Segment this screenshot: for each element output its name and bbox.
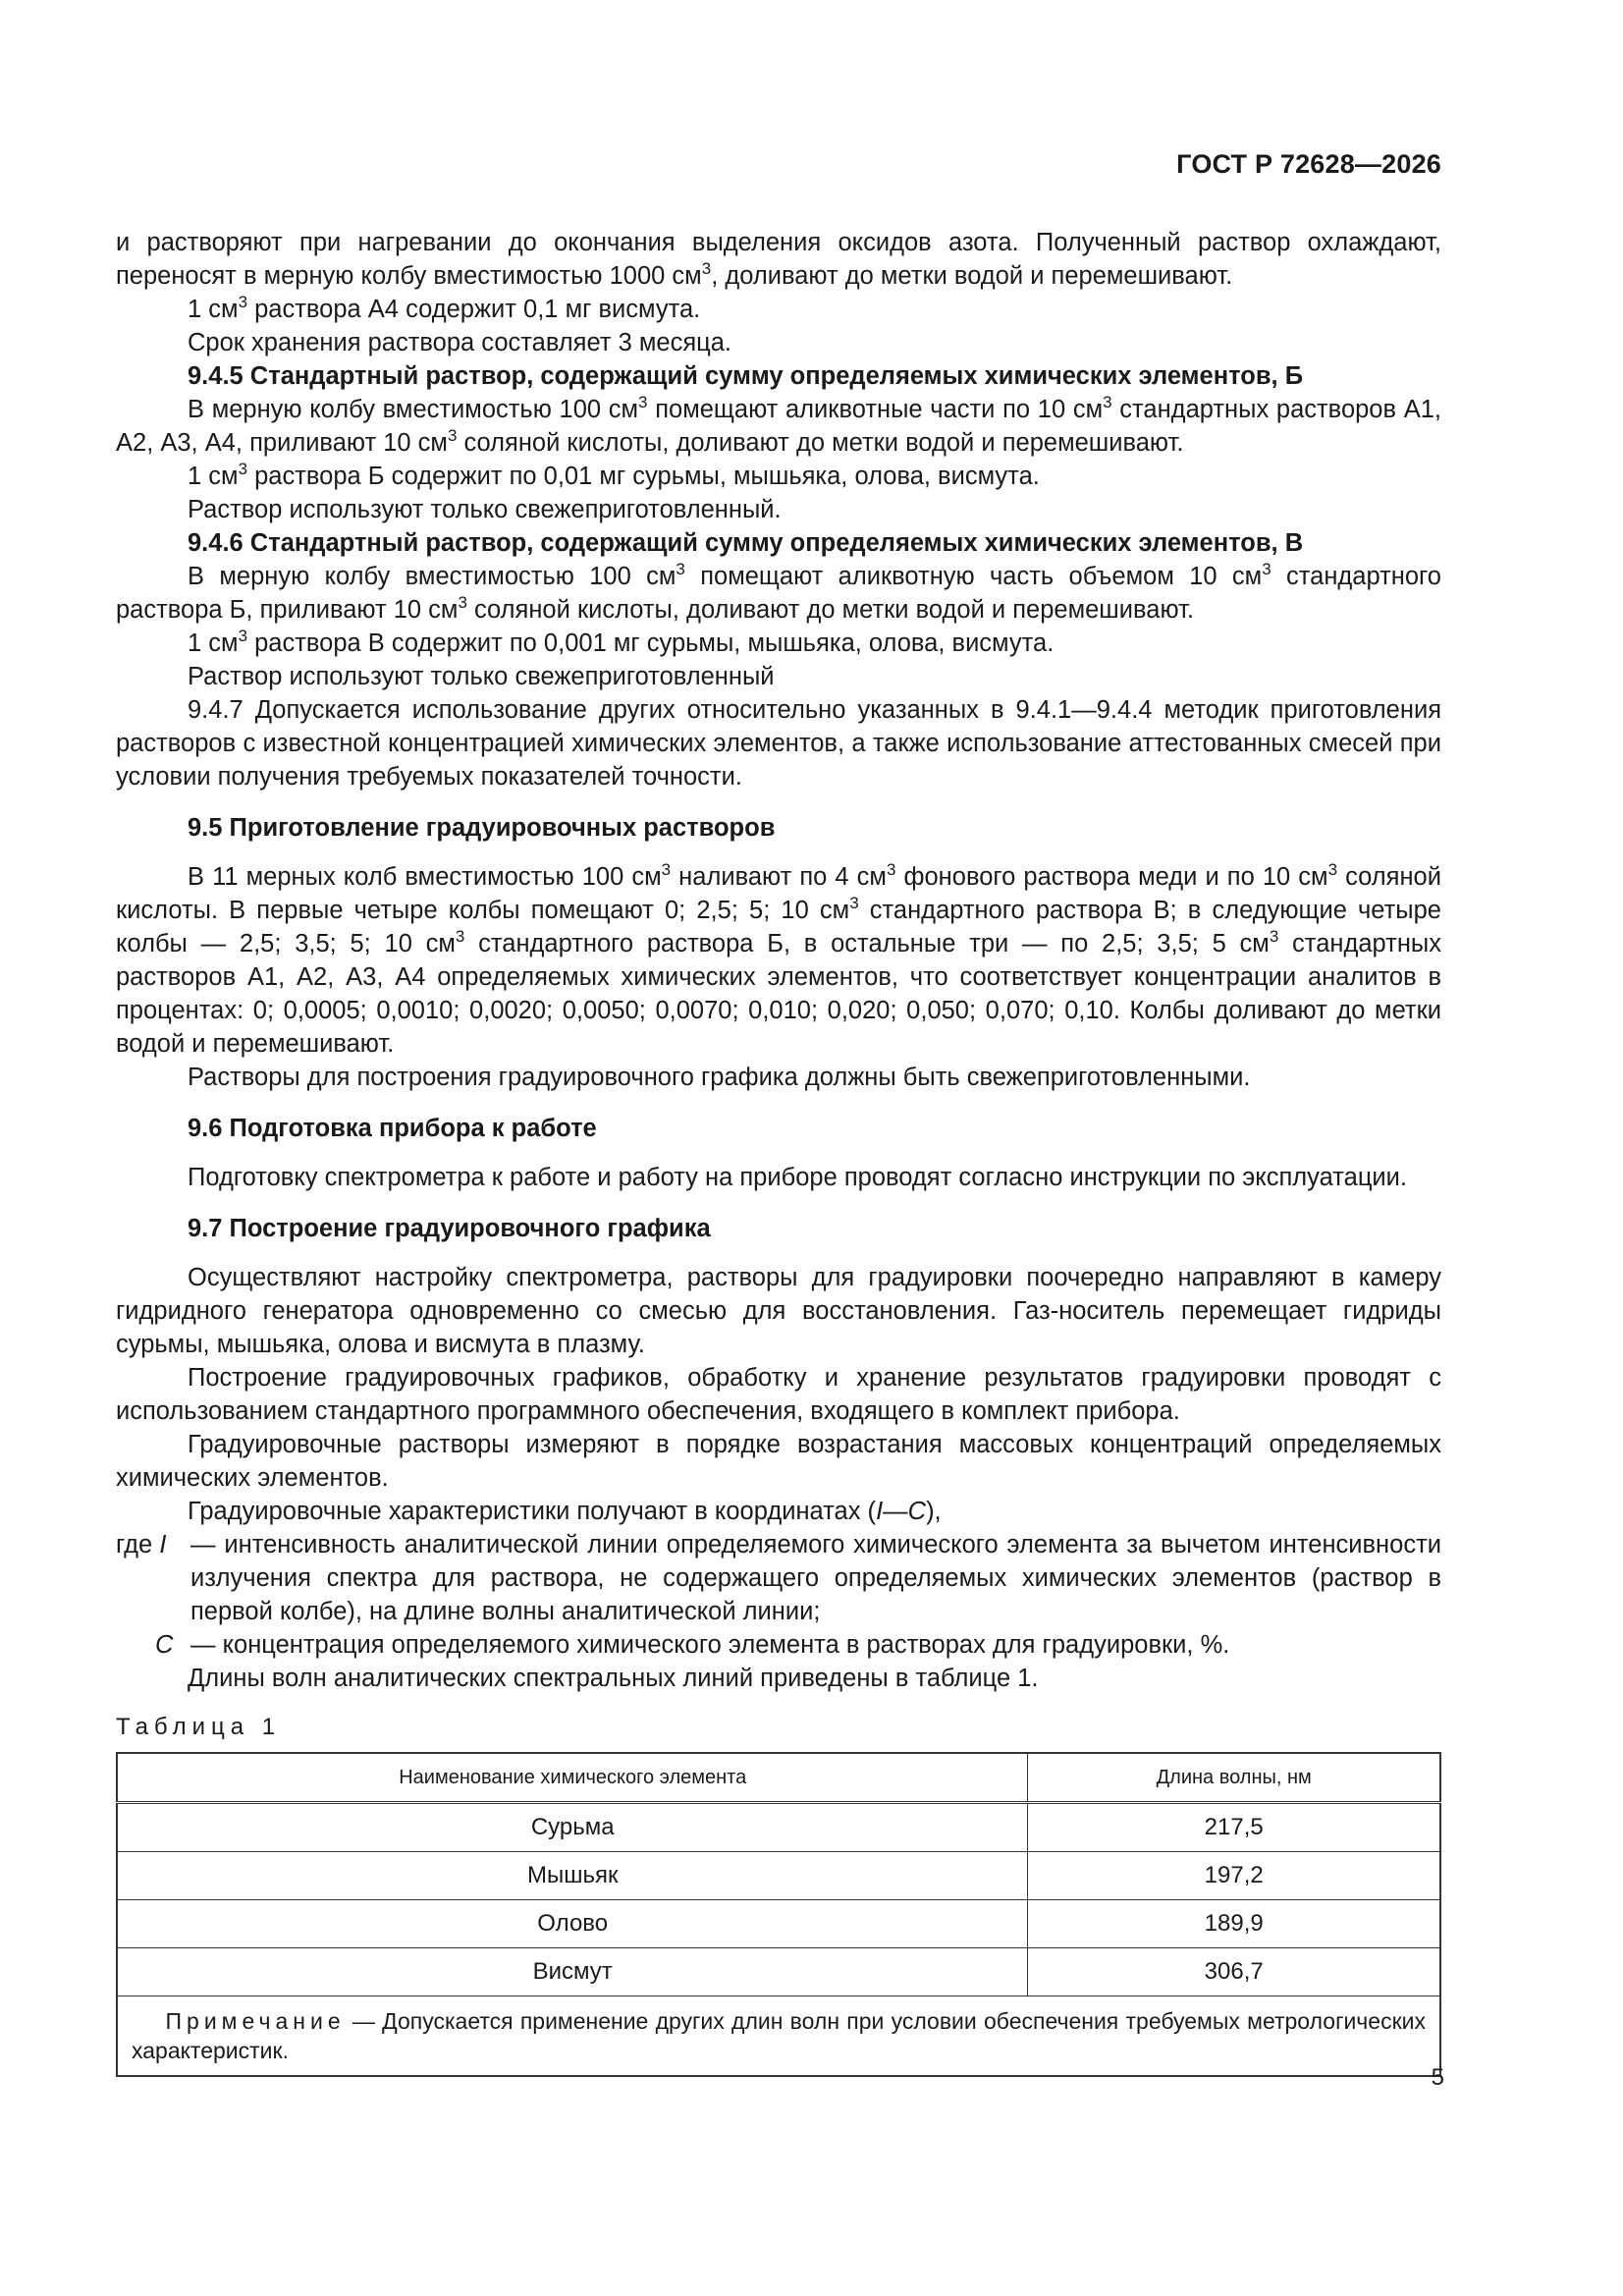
table-cell-wavelength: 197,2 — [1028, 1852, 1440, 1900]
paragraph-9-4-7: 9.4.7 Допускается использование других относительно указанных в 9.4.1—9.4.4 методик приготовления растворов с известной концентрацией химических элементов, а также использование аттестованных смесей при условии получения требуемых показателей точности. — [116, 696, 1441, 791]
table-row — [117, 1852, 1440, 1900]
table-cell-wavelength: 217,5 — [1028, 1803, 1440, 1852]
paragraph-v-content: 1 $см^3$ раствора В содержит по 0,001 мг сурьмы, мышьяка, олова, висмута. — [188, 627, 1055, 657]
page-number: 5 — [1431, 2064, 1444, 2091]
table-row — [117, 1948, 1440, 1996]
paragraph-storage: Срок хранения раствора составляет 3 месяца. — [188, 329, 732, 356]
definition-concentration: C — концентрация определяемого химического элемента в растворах для градуировки, %. — [155, 1631, 1230, 1659]
note-text: — Допускается применение других длин волн при условии обеспечения требуемых метрологических характеристик. — [132, 2008, 1426, 2063]
paragraph-calibration-fresh: Растворы для построения градуировочного графика должны быть свежеприготовленными. — [188, 1064, 1251, 1091]
table-row — [117, 1900, 1440, 1948]
table-header-element: Наименование химического элемента — [117, 1753, 1028, 1803]
note-label: Примечание — [165, 2008, 346, 2034]
section-9-7-heading: 9.7 Построение градуировочного графика — [188, 1215, 711, 1242]
table-cell-element: Сурьма — [117, 1803, 1028, 1852]
table-cell-wavelength: 306,7 — [1028, 1948, 1440, 1996]
paragraph-calibration-solutions: В 11 мерных колб вместимостью 100 $см^3$ наливают по 4 $см^3$ фонового раствора меди и по 10 $см^3$ соляной кислоты. В первые четыре колбы помещают 0; 2,5; 5; 10 $см^3$ стандартного раствора В; в следующие четыре колбы — 2,5; 3,5; 5; 10 $см^3$ стандартного раствора Б, в остальные три — по 2,5; 3,5; 5 $см^3$ стандартных растворов А1, А2, А3, А4 определяемых химических элементов, что соответствует концентрации аналитов в процентах: 0; 0,0005; 0,0010; 0,0020; 0,0050; 0,0070; 0,010; 0,020; 0,050; 0,070; 0,10. Колбы доливают до метки водой и перемешивают. — [116, 860, 1441, 1058]
section-9-4-5-heading: 9.4.5 Стандартный раствор, содержащий сумму определяемых химических элементов, Б — [188, 362, 1304, 390]
document-code: ГОСТ Р 72628—2026 — [1176, 149, 1441, 179]
paragraph-a4-content: 1 $см^3$ раствора А4 содержит 0,1 мг висмута. — [188, 293, 701, 323]
table-cell-element: Мышьяк — [117, 1852, 1028, 1900]
table-header-wavelength: Длина волны, нм — [1028, 1753, 1440, 1803]
table-note-row — [117, 1996, 1440, 2077]
table-cell-element: Олово — [117, 1900, 1028, 1948]
paragraph-v-fresh: Раствор используют только свежеприготовленный — [188, 663, 775, 690]
paragraph-solution-v: В мерную колбу вместимостью 100 $см^3$ помещают аликвотную часть объемом 10 $см^3$ стандартного раствора Б, приливают 10 $см^3$ соляной кислоты, доливают до метки водой и перемешивают. — [116, 560, 1441, 624]
paragraph-b-fresh: Раствор используют только свежеприготовленный. — [188, 496, 782, 523]
document-body — [116, 226, 1441, 2077]
paragraph-measure-order: Градуировочные растворы измеряют в порядке возрастания массовых концентраций определяемых химических элементов. — [116, 1431, 1441, 1492]
section-9-4-6-heading: 9.4.6 Стандартный раствор, содержащий сумму определяемых химических элементов, В — [188, 529, 1304, 557]
paragraph-1: и растворяют при нагревании до окончания выделения оксидов азота. Полученный раствор охлаждают, переносят в мерную колбу вместимостью 1000 $см^3$, доливают до метки водой и перемешивают. — [116, 229, 1441, 290]
table-cell-wavelength: 189,9 — [1028, 1900, 1440, 1948]
table-caption: Таблица 1 — [116, 1714, 282, 1740]
paragraph-table-ref: Длины волн аналитических спектральных линий приведены в таблице 1. — [188, 1665, 1039, 1692]
table-row — [117, 1803, 1440, 1852]
paragraph-graph-software: Построение градуировочных графиков, обработку и хранение результатов градуировки проводят с использованием стандартного программного обеспечения, входящего в комплект прибора. — [116, 1364, 1441, 1425]
section-9-6-heading: 9.6 Подготовка прибора к работе — [188, 1115, 597, 1142]
paragraph-solution-b: В мерную колбу вместимостью 100 $см^3$ помещают аликвотные части по 10 $см^3$ стандартных растворов А1, А2, А3, А4, приливают 10 $см^3$ соляной кислоты, доливают до метки водой и перемешивают. — [116, 393, 1441, 457]
paragraph-spectrometer-setup: Осуществляют настройку спектрометра, растворы для градуировки поочередно направляют в камеру гидридного генератора одновременно со смесью для восстановления. Газ-носитель перемещает гидриды сурьмы, мышьяка, олова и висмута в плазму. — [116, 1264, 1441, 1358]
section-9-5-heading: 9.5 Приготовление градуировочных растворов — [188, 814, 776, 842]
table-header-row — [117, 1753, 1440, 1803]
paragraph-device-prep: Подготовку спектрометра к работе и работу на приборе проводят согласно инструкции по эксплуатации. — [188, 1164, 1408, 1191]
wavelength-table — [116, 1752, 1441, 2077]
paragraph-coordinates: Градуировочные характеристики получают в координатах (I—C), — [188, 1498, 942, 1525]
paragraph-b-content: 1 $см^3$ раствора Б содержит по 0,01 мг сурьмы, мышьяка, олова, висмута. — [188, 460, 1040, 490]
table-note — [117, 1996, 1440, 2077]
table-cell-element: Висмут — [117, 1948, 1028, 1996]
definition-intensity: где I — интенсивность аналитической линии определяемого химического элемента за вычетом интенсивности излучения спектра для раствора, не содержащего определяемых химических элементов (раствор в первой колбе), на длине волны аналитической линии; — [116, 1531, 1441, 1625]
